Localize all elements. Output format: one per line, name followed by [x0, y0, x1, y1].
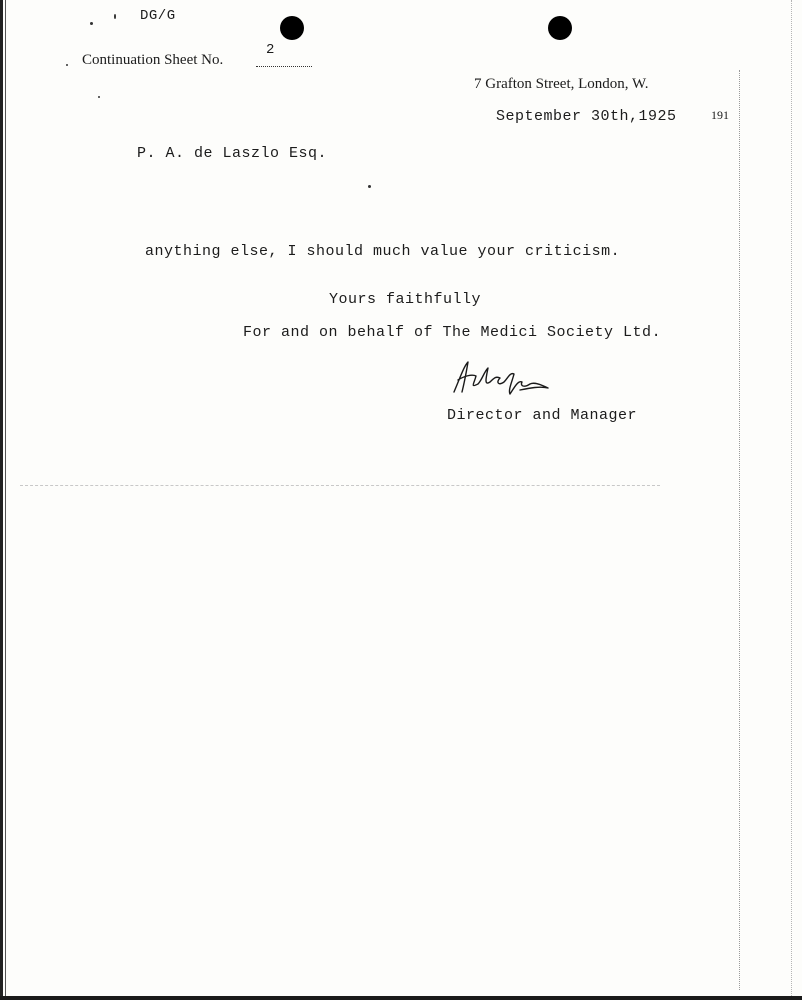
page-fold-right: [739, 70, 740, 990]
handwritten-signature: [450, 358, 560, 398]
page-edge-bottom: [0, 996, 802, 1000]
recipient-name: P. A. de Laszlo Esq.: [137, 145, 328, 162]
scan-speck: [98, 96, 100, 98]
continuation-sheet-label: Continuation Sheet No.: [82, 52, 224, 68]
page-edge-left-inner: [5, 0, 6, 1000]
continuation-sheet-number: 2: [266, 42, 275, 58]
preprinted-year: 191: [711, 108, 729, 122]
reference-initials: DG/G: [140, 8, 176, 24]
letter-date: September 30th,1925: [496, 108, 677, 125]
scan-speck: [66, 64, 68, 66]
letter-body-text: anything else, I should much value your criticism.: [145, 243, 621, 260]
letterhead-address: 7 Grafton Street, London, W.: [474, 76, 649, 92]
page-edge-right: [791, 0, 792, 1000]
faint-scan-line: [20, 485, 660, 486]
closing-salutation: Yours faithfully: [329, 291, 482, 308]
on-behalf-line: For and on behalf of The Medici Society Ltd.: [243, 324, 662, 341]
signer-title: Director and Manager: [447, 407, 638, 424]
punch-hole-right: [548, 16, 572, 40]
scan-speck: [90, 22, 93, 25]
scan-speck: [114, 14, 116, 19]
continuation-number-line: [256, 66, 312, 67]
punch-hole-left: [280, 16, 304, 40]
page-edge-left: [0, 0, 3, 1000]
scan-speck: [368, 185, 371, 188]
